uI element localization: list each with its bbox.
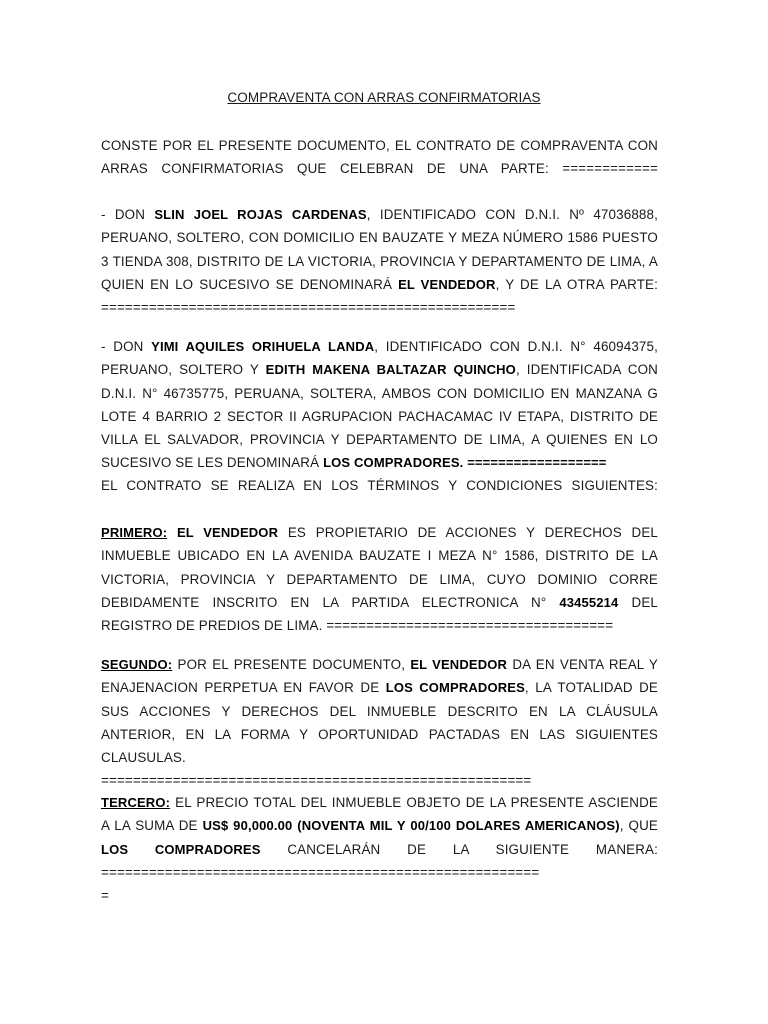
buyer-name-1: YIMI AQUILES ORIHUELA LANDA (151, 339, 375, 354)
tercero-text-3: CANCELARÁN DE LA SIGUIENTE MANERA: (260, 841, 658, 857)
primero-text-1: ES PROPIETARIO DE ACCIONES Y DERECHOS DEL INMUEBLE UBICADO EN LA AVENIDA BAUZATE I MEZA N° 1586, DISTRITO DE LA VICTORIA, PROVINCIA Y DEPARTAMENTO DE LIMA, CUYO DOMINIO CORRE DEBIDAMENTE INSCRITO EN LA PARTIDA ELECTRONICA N° (101, 525, 658, 610)
segundo-text-3: , LA TOTALIDAD DE SUS ACCIONES Y DERECHOS DEL INMUEBLE DESCRITO EN LA CLÁUSULA ANTERIOR, EN LA FORMA Y OPORTUNIDAD PACTADAS EN LAS SIGUIENTES CLAUSULAS. (101, 680, 659, 766)
seller-details: , IDENTIFICADO CON D.N.I. Nº 47036888, PERUANO, SOLTERO, CON DOMICILIO EN BAUZATE Y MEZA NÚMERO 1586 PUESTO 3 TIENDA 308, DISTRITO DE LA VICTORIA, PROVINCIA Y DEPARTAMENTO DE LIMA, A QUIEN EN LO SUCESIVO SE DENOMINARÁ (101, 207, 658, 292)
buyer-name-2: EDITH MAKENA BALTAZAR QUINCHO (265, 362, 516, 378)
primero-partida: 43455214 (559, 594, 619, 610)
clause-tercero (101, 791, 658, 907)
buyers-prefix: - DON (101, 339, 152, 354)
buyers-paragraph (101, 335, 658, 475)
seller-rule: ==================================================== (101, 300, 516, 316)
seller-name: SLIN JOEL ROJAS CARDENAS (154, 207, 367, 222)
terms-line: EL CONTRATO SE REALIZA EN LOS TÉRMINOS Y CONDICIONES SIGUIENTES: (101, 478, 658, 493)
tercero-label: TERCERO: (101, 795, 171, 810)
clause-segundo (101, 653, 658, 793)
buyers-role: LOS COMPRADORES. ================== (323, 455, 607, 471)
segundo-party-1: EL VENDEDOR (410, 657, 508, 672)
tercero-party: LOS COMPRADORES (101, 841, 261, 857)
segundo-text-1: POR EL PRESENTE DOCUMENTO, (172, 657, 411, 672)
tercero-rule: ======================================================= (101, 864, 540, 880)
document-title: COMPRAVENTA CON ARRAS CONFIRMATORIAS (227, 90, 541, 105)
segundo-party-2: LOS COMPRADORES (385, 680, 525, 696)
segundo-label: SEGUNDO: (101, 657, 173, 672)
seller-paragraph (101, 203, 658, 319)
clause-primero (101, 521, 658, 637)
tercero-text-2: , QUE (619, 818, 659, 834)
primero-party: EL VENDEDOR (176, 525, 279, 540)
tercero-text-1: EL PRECIO TOTAL DEL INMUEBLE OBJETO DE LA PRESENTE ASCIENDE A LA SUMA DE (101, 795, 658, 834)
tercero-rule-end: = (101, 888, 109, 904)
segundo-rule: ====================================================== (101, 773, 532, 789)
seller-prefix: - DON (101, 207, 155, 222)
buyers-mid-2: , IDENTIFICADA CON D.N.I. N° 46735775, PERUANA, SOLTERA, AMBOS CON DOMICILIO EN MANZANA G LOTE 4 BARRIO 2 SECTOR II AGRUPACION PACHACAMAC IV ETAPA, DISTRITO DE VILLA EL SALVADOR, PROVINCIA Y DEPARTAMENTO DE LIMA, A QUIENES EN LO SUCESIVO SE LES DENOMINARÁ (101, 362, 658, 471)
segundo-text-2: DA EN VENTA REAL Y ENAJENACION PERPETUA EN FAVOR DE (101, 657, 658, 696)
intro-paragraph: CONSTE POR EL PRESENTE DOCUMENTO, EL CONTRATO DE COMPRAVENTA CON ARRAS CONFIRMATORIAS QUE CELEBRAN DE UNA PARTE: ============ (101, 138, 658, 177)
tercero-amount: US$ 90,000.00 (NOVENTA MIL Y 00/100 DOLARES AMERICANOS) (202, 818, 620, 834)
seller-tail: , Y DE LA OTRA PARTE: (495, 276, 658, 292)
primero-label: PRIMERO: (101, 525, 168, 540)
seller-role: EL VENDEDOR (398, 276, 496, 292)
buyers-mid-1: , IDENTIFICADO CON D.N.I. N° 46094375, PERUANO, SOLTERO Y (101, 339, 658, 378)
primero-text-2: DEL REGISTRO DE PREDIOS DE LIMA. ==================================== (101, 594, 658, 634)
